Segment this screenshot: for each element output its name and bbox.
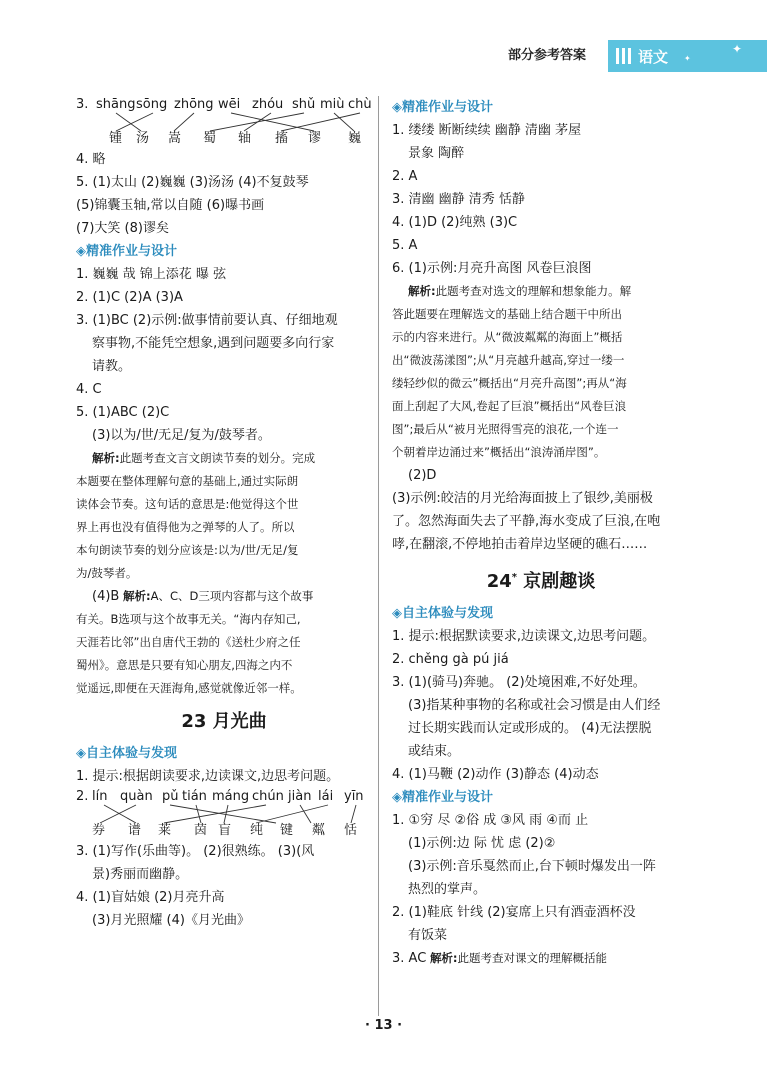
section-heading: ◈自主体验与发现 bbox=[76, 746, 178, 761]
hanzi-char: 券 bbox=[92, 823, 106, 838]
pinyin-word: zhōng bbox=[174, 97, 214, 112]
sparkle-icon: ✦ bbox=[732, 42, 743, 56]
analysis-line: 蜀州》。意思是只要有知心朋友,四海之内不 bbox=[76, 658, 293, 672]
answer-line: 2. chěng gà pú jiá bbox=[392, 652, 509, 667]
hanzi-char: 纯 bbox=[250, 823, 264, 838]
item-number: 2. bbox=[76, 789, 89, 804]
answer-line: 景象 陶醉 bbox=[408, 146, 465, 161]
column-divider bbox=[378, 96, 379, 1016]
analysis-paragraph: 解析:此题考查文言文朗读节奏的划分。完成 bbox=[92, 451, 316, 465]
pinyin-word: chún bbox=[252, 789, 284, 804]
hanzi-char: 谱 bbox=[128, 823, 142, 838]
hanzi-char: 粼 bbox=[312, 823, 326, 838]
hanzi-char: 巍 bbox=[348, 131, 362, 146]
analysis-line: 本题要在整体理解句意的基础上,通过实际朗 bbox=[76, 474, 299, 488]
lesson-title: 23 月光曲 bbox=[181, 711, 267, 732]
answer-line: 5. (1)太山 (2)巍巍 (3)汤汤 (4)不复鼓琴 bbox=[76, 175, 309, 190]
page-number: · 13 · bbox=[364, 1018, 403, 1033]
right-column bbox=[392, 96, 690, 970]
answer-line: 3. (1)写作(乐曲等)。 (2)很熟练。 (3)(风 bbox=[76, 844, 315, 859]
answer-line: 或结束。 bbox=[408, 744, 461, 759]
hanzi-char: 谬 bbox=[308, 131, 322, 146]
answer-line: 4. (1)D (2)纯熟 (3)C bbox=[392, 215, 518, 230]
answer-line: 1. ①穷 尽 ②俗 成 ③风 雨 ④而 止 bbox=[392, 813, 589, 828]
pinyin-word: sōng bbox=[136, 97, 168, 112]
analysis-paragraph: (4)B 解析:A、C、D三项内容都与这个故事 bbox=[92, 589, 314, 604]
pinyin-matching-1 bbox=[76, 96, 372, 148]
analysis-line: 图”;最后从“被月光照得雪亮的浪花,一个连一 bbox=[392, 422, 619, 436]
pinyin-word: chù bbox=[348, 97, 372, 112]
answer-line: 有饭菜 bbox=[408, 928, 448, 943]
hanzi-char: 盲 bbox=[218, 823, 232, 838]
answer-line: 察事物,不能凭空想象,遇到问题要多向行家 bbox=[92, 336, 335, 351]
analysis-paragraph: 解析:此题考查对选文的理解和想象能力。解 bbox=[408, 284, 632, 298]
pinyin-word: lín bbox=[92, 789, 108, 804]
diamond-icon: ◈ bbox=[392, 790, 402, 805]
answer-line: 哮,在翻滚,不停地拍击着岸边坚硬的礁石…… bbox=[392, 537, 648, 552]
hanzi-char: 搐 bbox=[275, 131, 289, 146]
pinyin-word: wēi bbox=[218, 97, 241, 112]
pinyin-matching-2 bbox=[76, 788, 372, 840]
analysis-line: 出“微波荡漾图”;从“月亮越升越高,穿过一缕一 bbox=[392, 353, 625, 367]
answer-line: (7)大笑 (8)谬矣 bbox=[76, 221, 169, 236]
answer-line: 3. (1)BC (2)示例:做事情前要认真、仔细地观 bbox=[76, 313, 338, 328]
subject-label: 语文 bbox=[638, 48, 669, 66]
answer-line: (1)示例:边 际 忧 虑 (2)② bbox=[408, 836, 556, 851]
section-heading: ◈精准作业与设计 bbox=[392, 790, 494, 805]
pinyin-word: shǔ bbox=[292, 97, 316, 112]
section-heading: ◈精准作业与设计 bbox=[392, 100, 494, 115]
analysis-paragraph: 3. AC 解析:此题考查对课文的理解概括能 bbox=[392, 951, 608, 966]
pinyin-word: máng bbox=[212, 789, 250, 804]
pinyin-word: quàn bbox=[120, 789, 153, 804]
analysis-line: 有关。B选项与这个故事无关。“海内存知己, bbox=[76, 612, 301, 626]
hanzi-char: 恬 bbox=[344, 823, 358, 838]
pinyin-word: lái bbox=[318, 789, 334, 804]
pinyin-word: shāng bbox=[96, 97, 136, 112]
answer-line: 6. (1)示例:月亮升高图 风卷巨浪图 bbox=[392, 261, 592, 276]
analysis-line: 天涯若比邻”出自唐代王勃的《送杜少府之任 bbox=[76, 635, 301, 649]
hanzi-char: 锺 bbox=[109, 131, 123, 146]
analysis-line: 觉遥远,即便在天涯海角,感觉就像近邻一样。 bbox=[76, 681, 302, 695]
analysis-line: 示的内容来进行。从“微波粼粼的海面上”概括 bbox=[392, 330, 623, 344]
answer-line: 4. 略 bbox=[76, 152, 106, 167]
bars-icon bbox=[616, 48, 634, 64]
diamond-icon: ◈ bbox=[76, 244, 86, 259]
answer-line: (3)示例:音乐戛然而止,台下顿时爆发出一阵 bbox=[408, 859, 656, 874]
answer-line: 热烈的掌声。 bbox=[408, 882, 487, 897]
answer-line: 过长期实践而认定或形成的。 (4)无法摆脱 bbox=[408, 721, 652, 736]
hanzi-char: 嵩 bbox=[168, 131, 182, 146]
answer-line: (2)D bbox=[408, 468, 437, 483]
lesson-title: 24* 京剧趣谈 bbox=[486, 571, 596, 592]
answer-line: (3)指某种事物的名称或社会习惯是由人们经 bbox=[408, 698, 661, 713]
answer-line: 5. (1)ABC (2)C bbox=[76, 405, 170, 420]
answer-line: 请教。 bbox=[92, 359, 132, 374]
item-number: 3. bbox=[76, 97, 89, 112]
answer-line: 2. (1)C (2)A (3)A bbox=[76, 290, 183, 305]
hanzi-char: 蜀 bbox=[203, 131, 217, 146]
answer-line: (3)月光照耀 (4)《月光曲》 bbox=[92, 913, 250, 928]
hanzi-char: 茵 bbox=[194, 823, 208, 838]
answer-line: 2. A bbox=[392, 169, 418, 184]
pinyin-word: miù bbox=[320, 97, 345, 112]
analysis-line: 本句朗读节奏的划分应该是:以为/世/无足/复 bbox=[76, 543, 299, 557]
pinyin-word: tián bbox=[182, 789, 207, 804]
pinyin-word: pǔ bbox=[162, 789, 179, 804]
answer-line: 2. (1)鞋底 针线 (2)宴席上只有酒壶酒杯没 bbox=[392, 905, 636, 920]
diamond-icon: ◈ bbox=[392, 100, 402, 115]
answer-line: 4. C bbox=[76, 382, 102, 397]
sparkle-small-icon: ✦ bbox=[684, 54, 691, 63]
section-heading: ◈精准作业与设计 bbox=[76, 244, 178, 259]
answer-line: 1. 缕缕 断断续续 幽静 清幽 茅屋 bbox=[392, 123, 582, 138]
answer-line: 4. (1)马鞭 (2)动作 (3)静态 (4)动态 bbox=[392, 767, 599, 782]
answer-line: (3)示例:皎洁的月光给海面披上了银纱,美丽极 bbox=[392, 491, 653, 506]
answer-line: (3)以为/世/无足/复为/鼓琴者。 bbox=[92, 428, 271, 443]
pinyin-word: yīn bbox=[344, 789, 364, 804]
answer-line: (5)锦囊玉轴,常以自随 (6)曝书画 bbox=[76, 198, 265, 213]
answer-line: 5. A bbox=[392, 238, 418, 253]
analysis-line: 个朝着岸边涌过来”概括出“浪涛涌岸图”。 bbox=[392, 445, 606, 459]
analysis-line: 界上再也没有值得他为之弹琴的人了。所以 bbox=[76, 520, 295, 534]
pinyin-word: zhóu bbox=[252, 97, 284, 112]
analysis-line: 答此题要在理解选文的基础上结合题干中所出 bbox=[392, 307, 622, 321]
analysis-line: 为/鼓琴者。 bbox=[76, 566, 138, 580]
answer-line: 3. (1)(骑马)奔驰。 (2)处境困难,不好处理。 bbox=[392, 675, 646, 690]
analysis-line: 读体会节奏。这句话的意思是:他觉得这个世 bbox=[76, 497, 299, 511]
header-title: 部分参考答案 bbox=[508, 48, 587, 63]
answer-line: 4. (1)盲姑娘 (2)月亮升高 bbox=[76, 890, 225, 905]
diamond-icon: ◈ bbox=[392, 606, 402, 621]
diamond-icon: ◈ bbox=[76, 746, 86, 761]
answer-line: 1. 巍巍 哉 锦上添花 曝 弦 bbox=[76, 267, 227, 282]
pinyin-word: jiàn bbox=[288, 789, 312, 804]
subject-tab bbox=[608, 40, 767, 72]
section-heading: ◈自主体验与发现 bbox=[392, 606, 494, 621]
answer-line: 3. 清幽 幽静 清秀 恬静 bbox=[392, 192, 525, 207]
left-column bbox=[76, 96, 372, 932]
hanzi-char: 汤 bbox=[136, 131, 150, 146]
hanzi-char: 莱 bbox=[158, 823, 172, 838]
answer-line: 1. 提示:根据朗读要求,边读课文,边思考问题。 bbox=[76, 769, 340, 784]
answer-line: 景)秀丽而幽静。 bbox=[92, 867, 189, 882]
hanzi-char: 轴 bbox=[238, 131, 252, 146]
analysis-line: 面上刮起了大风,卷起了巨浪”概括出“风卷巨浪 bbox=[392, 399, 627, 413]
answer-line: 了。忽然海面失去了平静,海水变成了巨浪,在咆 bbox=[392, 514, 661, 529]
answer-line: 1. 提示:根据默读要求,边读课文,边思考问题。 bbox=[392, 629, 656, 644]
hanzi-char: 键 bbox=[280, 823, 294, 838]
analysis-line: 缕轻纱似的微云”概括出“月亮升高图”;再从“海 bbox=[392, 376, 627, 390]
